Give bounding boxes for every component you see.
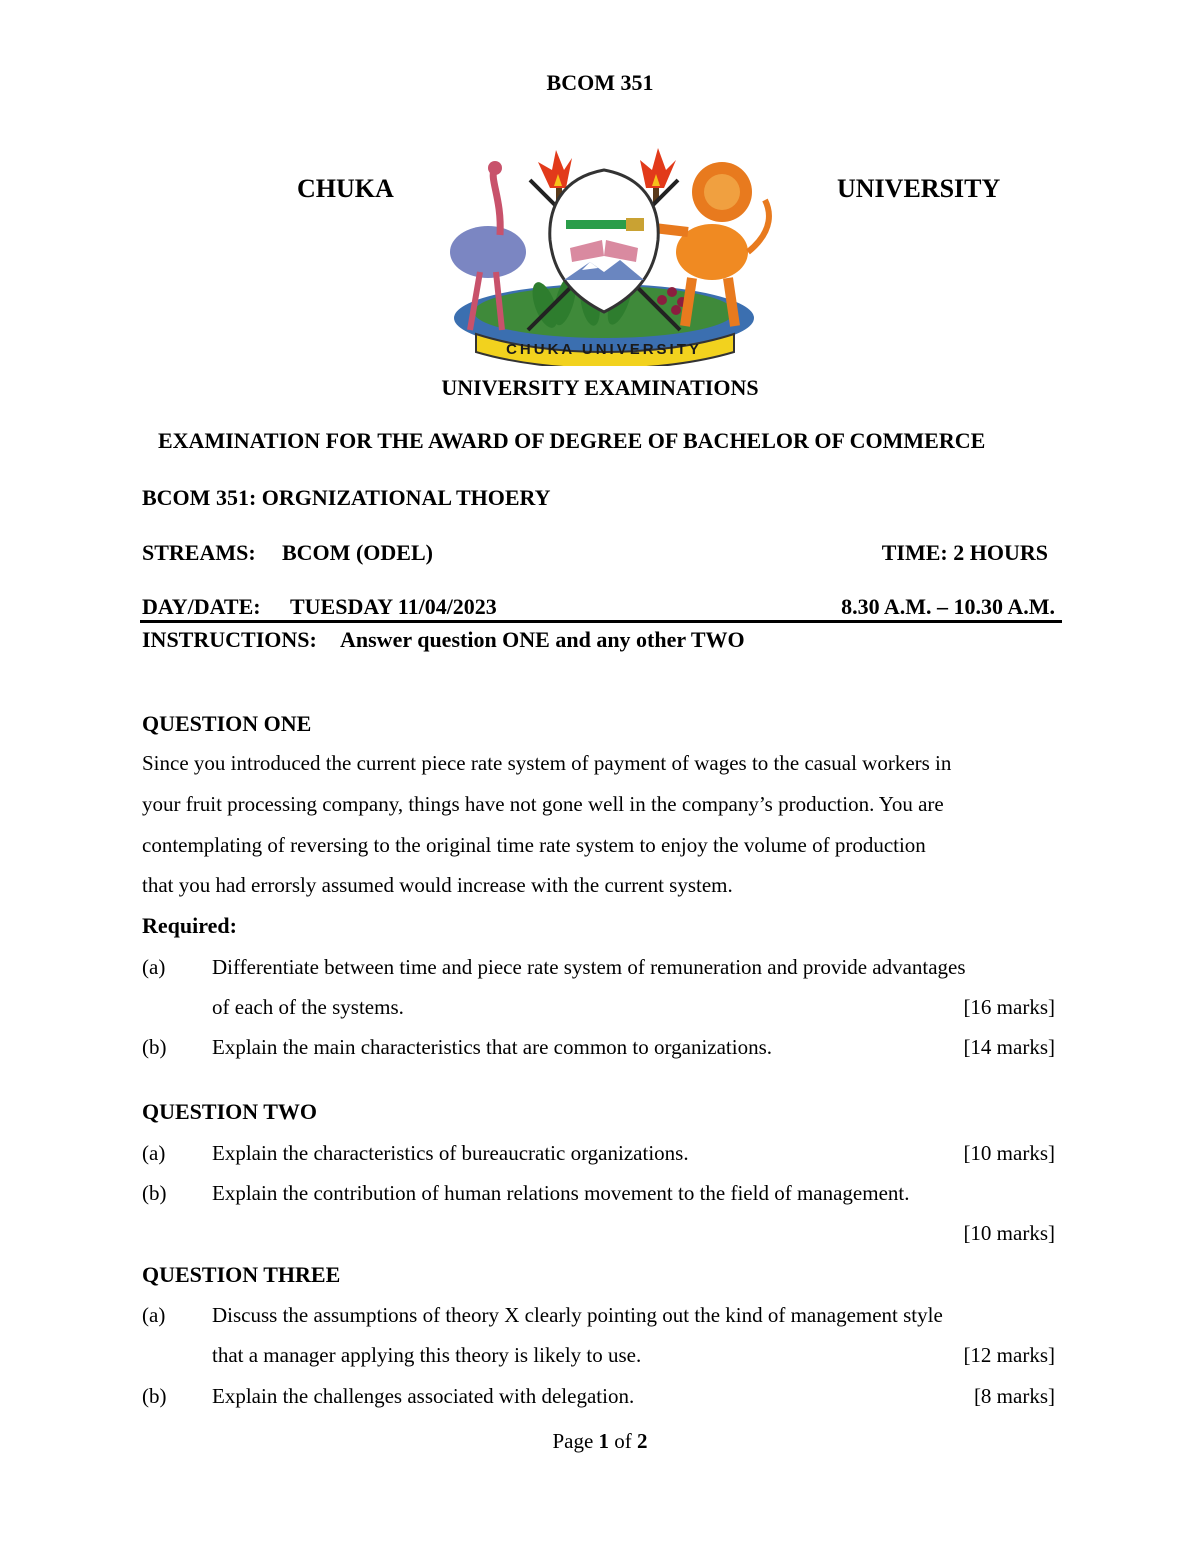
- page-total: 2: [637, 1429, 648, 1453]
- page-prefix: Page: [552, 1429, 594, 1453]
- q1-a-text: Differentiate between time and piece rate system of remuneration and provide advantages: [212, 955, 966, 979]
- streams-label: STREAMS:: [142, 540, 256, 565]
- question-one-paragraph-line: that you had errorsly assumed would increase with the current system.: [142, 873, 733, 897]
- q1-a-marks: [16 marks]: [963, 995, 1055, 1019]
- question-one-paragraph-line: your fruit processing company, things have not gone well in the company’s production. You are: [142, 792, 944, 816]
- q3-a-text: Discuss the assumptions of theory X clearly pointing out the kind of management style: [212, 1303, 943, 1327]
- question-one-paragraph-line: Since you introduced the current piece rate system of payment of wages to the casual workers in: [142, 751, 952, 775]
- header-divider: [140, 620, 1062, 623]
- university-crest-logo: [430, 140, 778, 366]
- q2-a-text: Explain the characteristics of bureaucratic organizations.: [212, 1141, 689, 1165]
- award-title: EXAMINATION FOR THE AWARD OF DEGREE OF BACHELOR OF COMMERCE: [158, 428, 986, 453]
- q2-a-number: (a): [142, 1141, 166, 1165]
- page-current: 1: [598, 1429, 610, 1453]
- q1-b-marks: [14 marks]: [963, 1035, 1055, 1059]
- q2-a-marks: [10 marks]: [963, 1141, 1055, 1165]
- question-two-title: QUESTION TWO: [142, 1099, 318, 1124]
- crest-banner-text: CHUKA UNIVERSITY: [506, 341, 702, 358]
- course-title: BCOM 351: ORGNIZATIONAL THOERY: [142, 485, 551, 510]
- time-range: 8.30 A.M. – 10.30 A.M.: [841, 594, 1055, 619]
- q1-a-text-cont: of each of the systems.: [212, 995, 404, 1019]
- q3-b-number: (b): [142, 1384, 167, 1408]
- q3-b-text: Explain the challenges associated with delegation.: [212, 1384, 635, 1408]
- question-three-title: QUESTION THREE: [142, 1262, 341, 1287]
- q2-b-text: Explain the contribution of human relations movement to the field of management.: [212, 1181, 910, 1205]
- university-name-right: UNIVERSITY: [837, 174, 1001, 203]
- q3-a-number: (a): [142, 1303, 166, 1327]
- required-label: Required:: [142, 913, 237, 938]
- q2-b-marks: [10 marks]: [963, 1221, 1055, 1245]
- university-name-left: CHUKA: [297, 174, 394, 203]
- q1-b-text: Explain the main characteristics that are common to organizations.: [212, 1035, 773, 1059]
- instructions-label: INSTRUCTIONS:: [142, 627, 317, 652]
- date-value: TUESDAY 11/04/2023: [290, 594, 497, 619]
- q3-a-marks: [12 marks]: [963, 1343, 1055, 1367]
- exam-title: UNIVERSITY EXAMINATIONS: [441, 375, 759, 400]
- instructions-value: Answer question ONE and any other TWO: [340, 627, 745, 652]
- question-one-paragraph-line: contemplating of reversing to the original time rate system to enjoy the volume of production: [142, 833, 926, 857]
- q3-b-marks: [8 marks]: [973, 1384, 1055, 1408]
- page-number: [0, 1429, 1200, 1454]
- course-code-header: BCOM 351: [546, 70, 654, 95]
- date-label: DAY/DATE:: [142, 594, 261, 619]
- q1-a-number: (a): [142, 955, 166, 979]
- q3-a-text-cont: that a manager applying this theory is likely to use.: [212, 1343, 642, 1367]
- time-label: TIME: 2 HOURS: [881, 540, 1048, 565]
- q1-b-number: (b): [142, 1035, 167, 1059]
- question-one-title: QUESTION ONE: [142, 711, 312, 736]
- page-of: of: [614, 1429, 632, 1453]
- q2-b-number: (b): [142, 1181, 167, 1205]
- streams-value: BCOM (ODEL): [282, 540, 433, 565]
